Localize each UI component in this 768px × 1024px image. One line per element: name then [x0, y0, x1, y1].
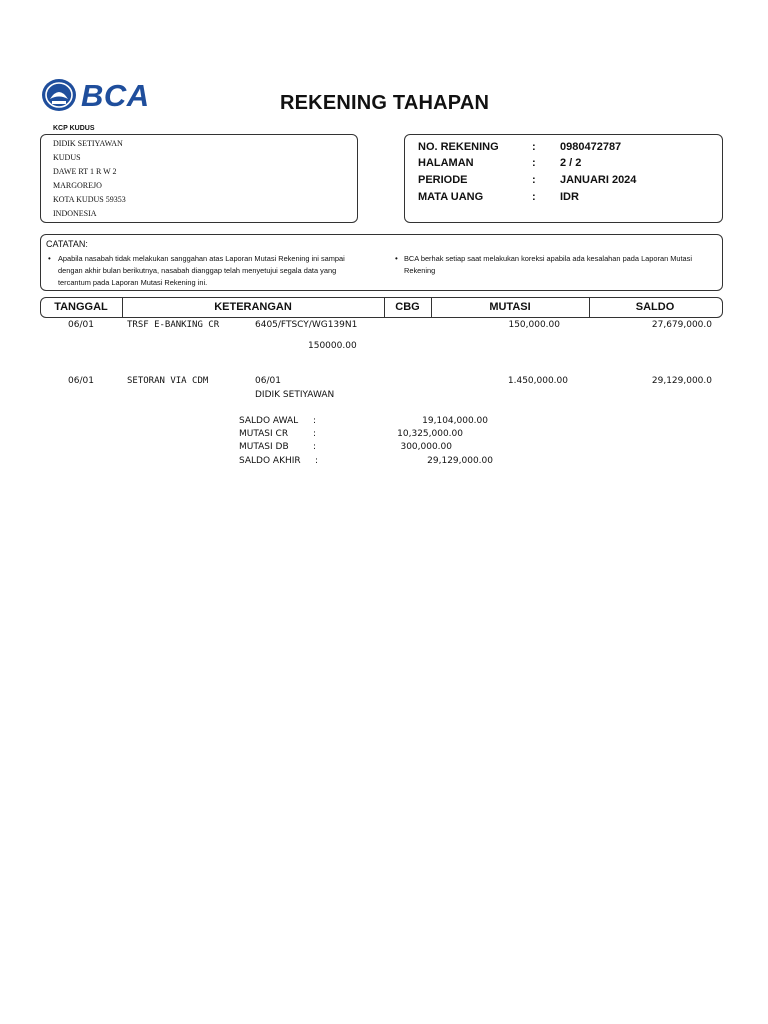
row-1-mutation: 150,000.00: [508, 320, 560, 330]
column-header-mutasi: MUTASI: [489, 301, 531, 313]
period-value: JANUARI 2024: [560, 174, 637, 186]
column-header-saldo: SALDO: [635, 301, 675, 313]
row-1-balance: 27,679,000.0: [651, 320, 712, 330]
row-2-reference: 06/01: [255, 376, 281, 386]
address-line-name: DIDIK SETIYAWAN: [53, 139, 123, 148]
notes-title: CATATAN:: [46, 239, 88, 249]
row-1-amount-detail: 150000.00: [308, 341, 357, 351]
summary-debit-value: 300,000.00: [400, 442, 452, 452]
summary-opening-label: SALDO AWAL: [239, 416, 299, 426]
page-sep: :: [532, 157, 536, 169]
account-number-value: 0980472787: [560, 141, 622, 153]
summary-credit-label: MUTASI CR: [239, 429, 289, 439]
address-line-postal: KOTA KUDUS 59353: [53, 195, 126, 204]
period-sep: :: [532, 174, 536, 186]
note-bullet-right: •: [395, 254, 398, 263]
address-line-city: KUDUS: [53, 153, 81, 162]
summary-closing-value: 29,129,000.00: [427, 456, 493, 466]
note-left-line-1: Apabila nasabah tidak melakukan sanggahan atas Laporan Mutasi Rekening ini sampai: [58, 254, 345, 263]
note-left-line-3: tercantum pada Laporan Mutasi Rekening ini.: [58, 278, 208, 287]
account-number-sep: :: [532, 141, 536, 153]
currency-label: MATA UANG: [418, 191, 484, 203]
row-1-description: TRSF E-BANKING CR: [127, 320, 220, 330]
row-2-depositor: DIDIK SETIYAWAN: [255, 390, 335, 400]
row-1-reference: 6405/FTSCY/WG139N1: [255, 320, 358, 330]
note-bullet-left: •: [48, 254, 51, 263]
summary-debit-sep: :: [313, 442, 317, 452]
currency-value: IDR: [560, 191, 579, 203]
row-2-date: 06/01: [68, 376, 94, 386]
summary-closing-sep: :: [315, 456, 319, 466]
row-2-description: SETORAN VIA CDM: [127, 376, 209, 386]
branch-name: KCP KUDUS: [53, 125, 95, 132]
summary-opening-sep: :: [313, 416, 317, 426]
column-header-cbg: CBG: [395, 301, 420, 313]
period-label: PERIODE: [418, 174, 468, 186]
note-right-line-1: BCA berhak setiap saat melakukan koreksi apabila ada kesalahan pada Laporan Mutasi: [404, 254, 693, 263]
column-header-tanggal: TANGGAL: [54, 301, 108, 313]
currency-sep: :: [532, 191, 536, 203]
row-2-mutation: 1.450,000.00: [507, 376, 568, 386]
summary-debit-label: MUTASI DB: [239, 442, 289, 452]
bca-logo-text: BCA: [81, 78, 150, 113]
document-title: REKENING TAHAPAN: [280, 92, 490, 114]
summary-closing-label: SALDO AKHIR: [239, 456, 301, 466]
summary-credit-value: 10,325,000.00: [397, 429, 463, 439]
column-header-keterangan: KETERANGAN: [214, 301, 292, 313]
note-left-line-2: dengan akhir bulan berikutnya, nasabah dianggap telah menyetujui segala data yang: [58, 266, 337, 275]
account-number-label: NO. REKENING: [418, 141, 499, 153]
page-value: 2 / 2: [560, 157, 582, 169]
row-1-date: 06/01: [68, 320, 94, 330]
address-line-country: INDONESIA: [53, 209, 97, 218]
address-line-street: DAWE RT 1 R W 2: [53, 167, 117, 176]
summary-credit-sep: :: [313, 429, 317, 439]
note-right-line-2: Rekening: [404, 266, 436, 275]
summary-opening-value: 19,104,000.00: [422, 416, 488, 426]
address-line-village: MARGOREJO: [53, 181, 102, 190]
row-2-balance: 29,129,000.0: [651, 376, 712, 386]
page-label: HALAMAN: [418, 157, 474, 169]
